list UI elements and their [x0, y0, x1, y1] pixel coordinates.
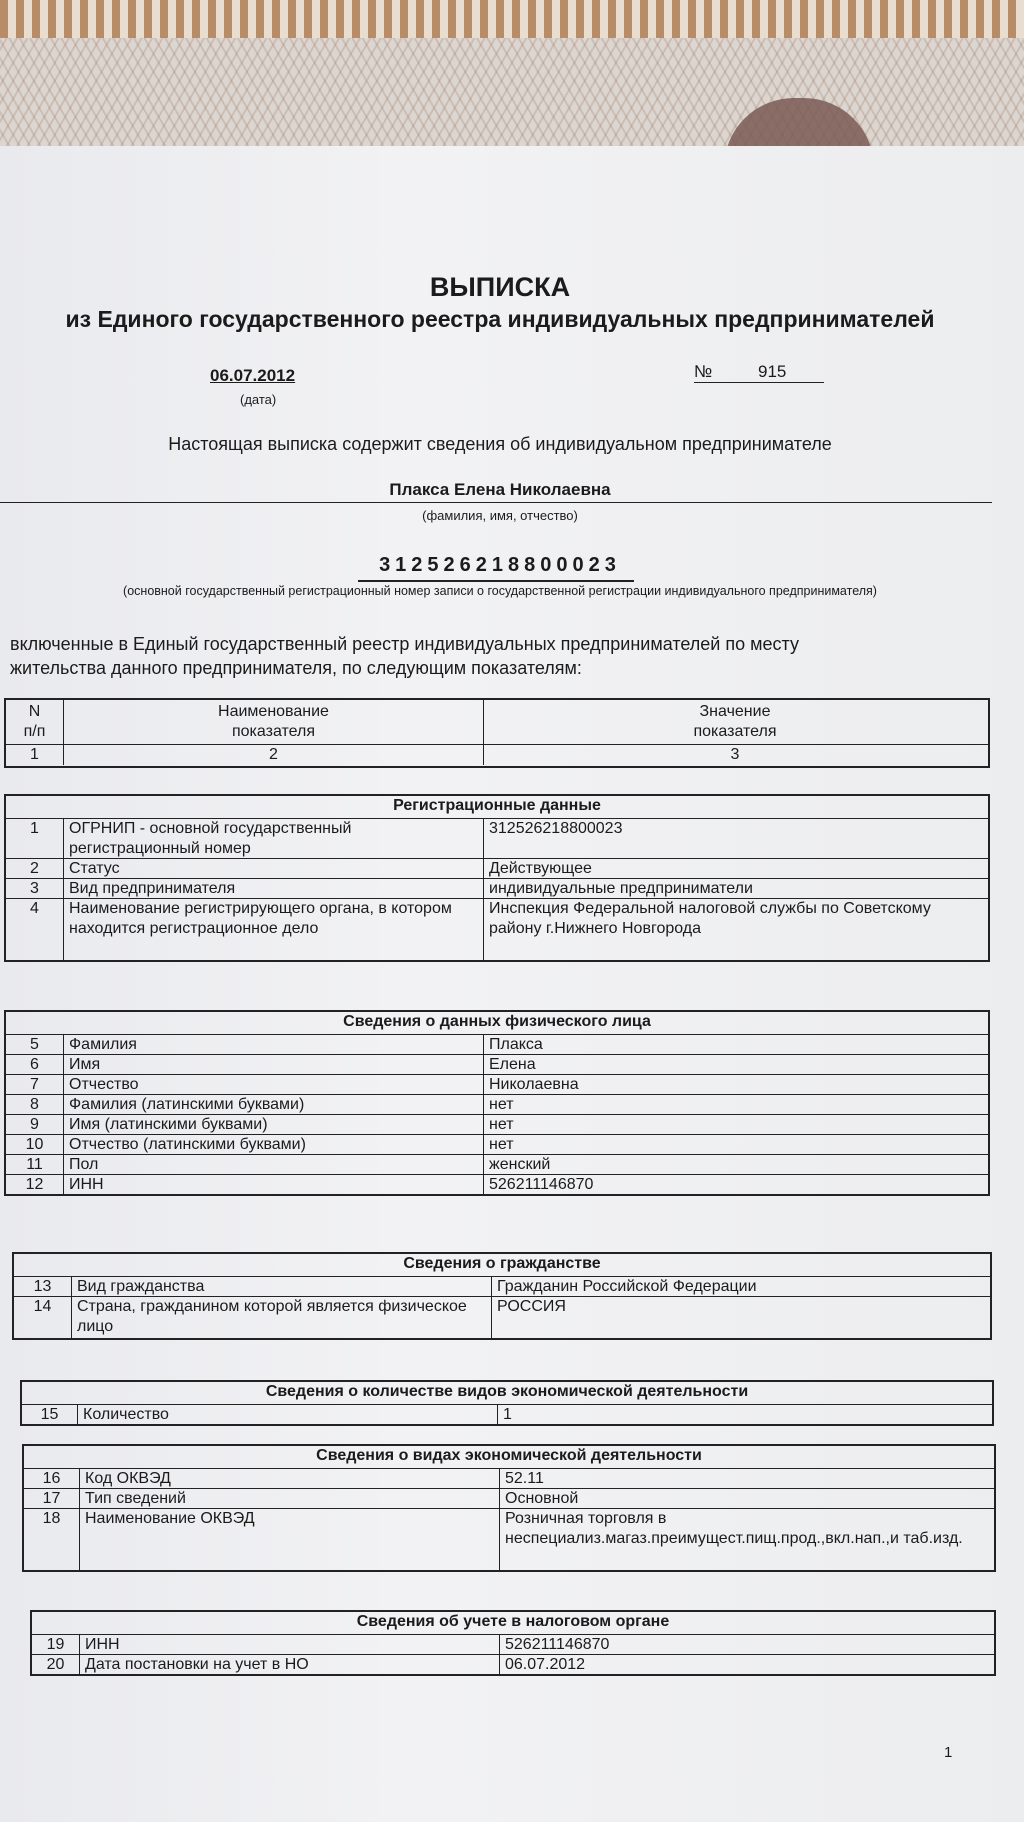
ogrnip-underline	[358, 580, 634, 582]
table-row	[6, 818, 988, 859]
row-number: 6	[6, 1055, 64, 1075]
intro-text: Настоящая выписка содержит сведения об индивидуальном предпринимателе	[168, 434, 832, 454]
row-indicator-name: Пол	[64, 1155, 484, 1175]
table-row	[22, 1404, 992, 1425]
included-line-2: жительства данного предпринимателя, по следующим показателям:	[10, 658, 582, 678]
row-indicator-name: ИНН	[80, 1635, 500, 1655]
table-row	[6, 1074, 988, 1095]
row-indicator-name: Имя (латинскими буквами)	[64, 1115, 484, 1135]
row-indicator-value: Гражданин Российской Федерации	[497, 1278, 757, 1295]
row-indicator-name: Страна, гражданином которой является физическое лицо	[72, 1297, 492, 1339]
header-index-2: 2	[64, 745, 484, 765]
doc-date-caption: (дата)	[240, 392, 277, 407]
row-number: 19	[32, 1635, 80, 1655]
row-number: 16	[24, 1469, 80, 1489]
section-title: Сведения о видах экономической деятельности	[316, 1447, 702, 1464]
row-indicator-name: Отчество	[64, 1075, 484, 1095]
table-row	[6, 898, 988, 961]
row-indicator-value: Елена	[489, 1056, 536, 1073]
doc-title: ВЫПИСКА	[429, 272, 571, 302]
row-indicator-value: 06.07.2012	[505, 1656, 586, 1673]
background-certificate-pattern	[0, 0, 1024, 150]
row-indicator-name: Фамилия	[64, 1035, 484, 1055]
section-title: Сведения об учете в налоговом органе	[356, 1613, 670, 1630]
row-number: 11	[6, 1155, 64, 1175]
row-indicator-value: нет	[489, 1116, 514, 1133]
row-number: 5	[6, 1035, 64, 1055]
row-indicator-value: Плакса	[489, 1036, 543, 1053]
table-row	[24, 1468, 994, 1489]
row-number: 20	[32, 1655, 80, 1675]
section-table	[4, 794, 990, 962]
section-title: Сведения о количестве видов экономической деятельности	[265, 1383, 749, 1400]
header-index-3: 3	[730, 746, 740, 763]
row-number: 12	[6, 1175, 64, 1195]
row-indicator-value: индивидуальные предприниматели	[489, 880, 753, 897]
section-table	[4, 1010, 990, 1196]
row-number: 8	[6, 1095, 64, 1115]
row-indicator-name: Фамилия (латинскими буквами)	[64, 1095, 484, 1115]
row-number: 9	[6, 1115, 64, 1135]
row-number: 10	[6, 1135, 64, 1155]
row-number: 3	[6, 879, 64, 899]
row-number: 2	[6, 859, 64, 879]
row-indicator-name: Вид предпринимателя	[64, 879, 484, 899]
name-caption: (фамилия, имя, отчество)	[422, 508, 578, 523]
name-underline	[0, 502, 992, 503]
row-indicator-value: Действующее	[489, 860, 592, 877]
row-indicator-value: 526211146870	[505, 1636, 610, 1653]
header-col-value-line1: Значение	[699, 703, 771, 720]
row-indicator-name: Код ОКВЭД	[80, 1469, 500, 1489]
table-row	[6, 1034, 988, 1055]
row-indicator-value: РОССИЯ	[497, 1298, 566, 1315]
doc-number: 915	[758, 362, 787, 381]
guilloche-band	[0, 38, 1024, 150]
section-title: Сведения о гражданстве	[403, 1255, 601, 1272]
row-indicator-value: женский	[489, 1156, 551, 1173]
row-number: 15	[22, 1405, 78, 1425]
header-col-n	[6, 700, 64, 744]
table-row	[6, 1174, 988, 1195]
row-number: 4	[6, 899, 64, 961]
section-title: Регистрационные данные	[393, 797, 601, 814]
row-number: 17	[24, 1489, 80, 1509]
table-row	[6, 1154, 988, 1175]
header-col-value-line2: показателя	[693, 723, 777, 740]
table-row	[6, 858, 988, 879]
header-col-name-line2: показателя	[231, 723, 316, 740]
doc-date: 06.07.2012	[210, 366, 296, 385]
table-row	[32, 1654, 994, 1675]
row-indicator-value: 312526218800023	[489, 820, 623, 837]
row-indicator-name: ОГРНИП - основной государственный регистрационный номер	[64, 819, 484, 859]
row-indicator-name: Наименование регистрирующего органа, в котором находится регистрационное дело	[64, 899, 484, 961]
included-text	[10, 632, 970, 680]
header-col-value	[484, 700, 986, 744]
row-indicator-value: нет	[489, 1096, 514, 1113]
row-number: 7	[6, 1075, 64, 1095]
row-indicator-name: Тип сведений	[80, 1489, 500, 1509]
doc-number-label: №	[694, 362, 713, 381]
table-row	[6, 878, 988, 899]
row-indicator-value: Николаевна	[489, 1076, 579, 1093]
row-indicator-name: Имя	[64, 1055, 484, 1075]
section-table	[30, 1610, 996, 1676]
header-col-n-line1: N	[28, 703, 41, 720]
row-indicator-name: Дата постановки на учет в НО	[80, 1655, 500, 1675]
section-title: Сведения о данных физического лица	[343, 1013, 651, 1030]
row-indicator-name: Наименование ОКВЭД	[80, 1509, 500, 1571]
row-indicator-name: Количество	[78, 1405, 498, 1425]
doc-subtitle: из Единого государственного реестра индивидуальных предпринимателей	[65, 306, 935, 332]
row-indicator-value: 52.11	[505, 1470, 544, 1487]
table-row	[32, 1634, 994, 1655]
row-indicator-name: ИНН	[64, 1175, 484, 1195]
table-row	[6, 1094, 988, 1115]
row-number: 18	[24, 1509, 80, 1571]
table-row	[24, 1508, 994, 1571]
row-indicator-value: Инспекция Федеральной налоговой службы по Советскому району г.Нижнего Новгорода	[489, 900, 931, 937]
table-row	[6, 1134, 988, 1155]
page-number: 1	[944, 1744, 953, 1761]
ogrnip-caption: (основной государственный регистрационный номер записи о государственной регистрации индивидуального предпринимателя)	[123, 584, 877, 598]
header-col-name	[64, 700, 484, 744]
row-indicator-name: Отчество (латинскими буквами)	[64, 1135, 484, 1155]
row-indicator-value: Розничная торговля в неспециализ.магаз.преимущест.пищ.прод.,вкл.нап.,и таб.изд.	[505, 1510, 963, 1547]
table-row	[24, 1488, 994, 1509]
header-col-name-line1: Наименование	[218, 703, 329, 720]
table-row	[6, 1114, 988, 1135]
row-indicator-name: Статус	[64, 859, 484, 879]
header-col-n-line2: п/п	[23, 723, 46, 740]
doc-number-underline	[694, 382, 824, 383]
row-number: 13	[14, 1277, 72, 1297]
table-row	[14, 1276, 990, 1297]
entrepreneur-name: Плакса Елена Николаевна	[389, 480, 611, 499]
section-table	[12, 1252, 992, 1340]
document-sheet	[0, 146, 1024, 1822]
row-indicator-value: нет	[489, 1136, 514, 1153]
header-index-row	[6, 744, 988, 765]
row-number: 1	[6, 819, 64, 859]
header-table	[4, 698, 990, 768]
row-indicator-value: 1	[503, 1406, 512, 1423]
header-index-1: 1	[6, 745, 64, 765]
row-indicator-value: Основной	[505, 1490, 579, 1507]
table-row	[14, 1296, 990, 1339]
table-row	[6, 1054, 988, 1075]
row-number: 14	[14, 1297, 72, 1339]
row-indicator-name: Вид гражданства	[72, 1277, 492, 1297]
row-indicator-value: 526211146870	[489, 1176, 594, 1193]
section-table	[20, 1380, 994, 1426]
section-table	[22, 1444, 996, 1572]
included-line-1: включенные в Единый государственный реестр индивидуальных предпринимателей по месту	[10, 634, 799, 654]
ogrnip-number: 312526218800023	[379, 554, 621, 576]
